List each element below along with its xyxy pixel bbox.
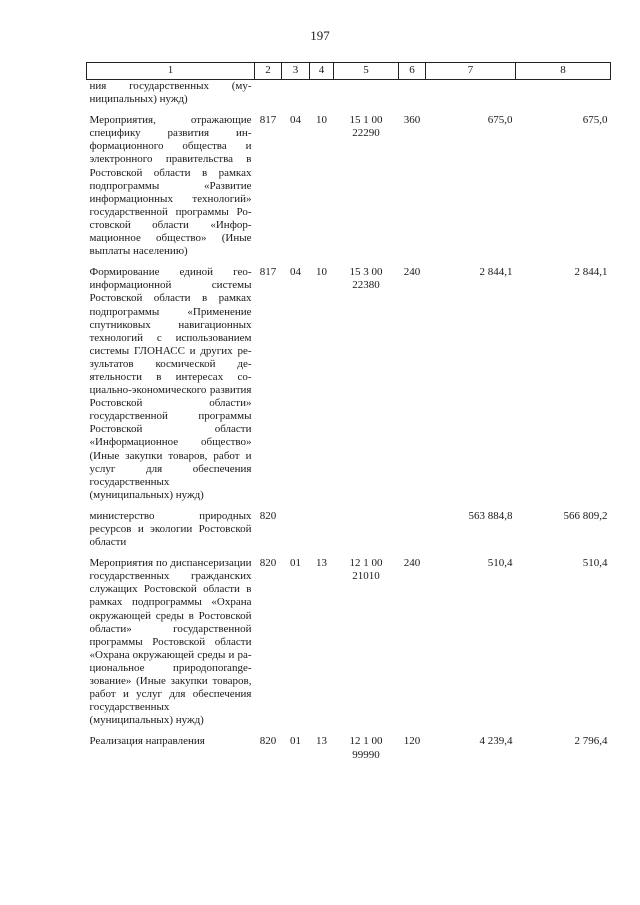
row-name: Формирование единой геоинформационной системы Ростовской области в рамках подпрограммы «Применение спутниковых навигационных технологий с использованием системы ГЛОНАСС и других результатов космической деятельности в интересах социально-экономического развития Ростовской области» государственной программы Ростовской области «Информационное общество» (Иные закупки товаров, работ и услуг для обеспечения государственных (муниципальных) нужд) (89, 266, 252, 501)
row-section (282, 80, 310, 115)
row-ministry-code: 817 (259, 266, 277, 279)
row-amount-year2: 566 809,2 (563, 509, 608, 522)
row-amount-year1: 563 884,8 (468, 509, 513, 522)
table-row (87, 80, 611, 115)
row-amount-year2: 675,0 (582, 114, 608, 127)
budget-table (86, 62, 611, 762)
table-row (87, 557, 611, 735)
row-target-article: 15 1 00 22290 (349, 114, 383, 140)
header-row (87, 63, 611, 80)
row-subsection (310, 80, 334, 115)
row-amount-year2: 2 844,1 (574, 266, 608, 279)
header-col-8: 8 (516, 63, 611, 80)
row-section: 01 (290, 735, 301, 748)
row-expense-type: 120 (403, 735, 421, 748)
row-amount-year1 (426, 80, 516, 115)
row-section (282, 510, 310, 557)
row-amount-year1: 510,4 (487, 557, 513, 570)
row-ministry-code: 820 (259, 557, 277, 570)
row-amount-year1: 2 844,1 (479, 266, 513, 279)
row-subsection: 10 (316, 266, 327, 279)
row-amount-year2: 510,4 (582, 557, 608, 570)
row-target-article: 12 1 00 21010 (349, 557, 383, 583)
table-row (87, 510, 611, 557)
table-header (87, 63, 611, 80)
header-col-3: 3 (282, 63, 310, 80)
row-amount-year2 (516, 80, 611, 115)
page-number: 197 (310, 28, 330, 43)
row-expense-type (399, 80, 426, 115)
header-col-2: 2 (255, 63, 282, 80)
row-expense-type: 360 (403, 114, 421, 127)
header-col-5: 5 (334, 63, 399, 80)
row-ministry-code: 820 (259, 735, 277, 748)
row-expense-type: 240 (403, 266, 421, 279)
row-subsection (310, 510, 334, 557)
row-name: ния государственных (муниципальных) нужд) (89, 80, 252, 106)
row-amount-year1: 675,0 (487, 114, 513, 127)
header-col-6: 6 (399, 63, 426, 80)
table-body (87, 80, 611, 762)
row-expense-type (399, 510, 426, 557)
row-ministry-code: 817 (259, 114, 277, 127)
row-section: 04 (290, 114, 301, 127)
table-row (87, 114, 611, 266)
row-section: 04 (290, 266, 301, 279)
row-expense-type: 240 (403, 557, 421, 570)
row-ministry-code: 820 (259, 509, 277, 522)
row-target-article (334, 510, 399, 557)
row-name: Мероприятия по диспансеризации государственных гражданских служащих Ростовской области в рамках подпрограммы «Охрана окружающей среды в Ростовской области» государственной программы Ростовской области «Охрана окружающей среды и рациональное природопоrangeзование» (Иные закупки товаров, работ и услуг для обеспечения государственных (муниципальных) нужд) (89, 557, 252, 727)
row-target-article: 12 1 00 99990 (349, 735, 383, 761)
row-ministry-code (255, 80, 282, 115)
row-name: министерство природных ресурсов и экологии Ростовской области (89, 509, 252, 549)
table-row (87, 266, 611, 510)
header-col-4: 4 (310, 63, 334, 80)
row-section: 01 (290, 557, 301, 570)
table-row (87, 735, 611, 761)
row-subsection: 10 (316, 114, 327, 127)
row-target-article: 15 3 00 22380 (349, 266, 383, 292)
row-amount-year2: 2 796,4 (574, 735, 608, 748)
row-name: Мероприятия, отражающие специфику развития информационного общества и электронного правительства в Ростовской области в рамках подпрограммы «Развитие информационных технологий» государственной программы Ростовской области «Информационное общество» (Иные выплаты населению) (89, 114, 252, 258)
row-amount-year1: 4 239,4 (479, 735, 513, 748)
row-subsection: 13 (316, 735, 327, 748)
header-col-1: 1 (87, 63, 255, 80)
row-target-article (334, 80, 399, 115)
header-col-7: 7 (426, 63, 516, 80)
row-subsection: 13 (316, 557, 327, 570)
row-name: Реализация направления (89, 735, 205, 748)
